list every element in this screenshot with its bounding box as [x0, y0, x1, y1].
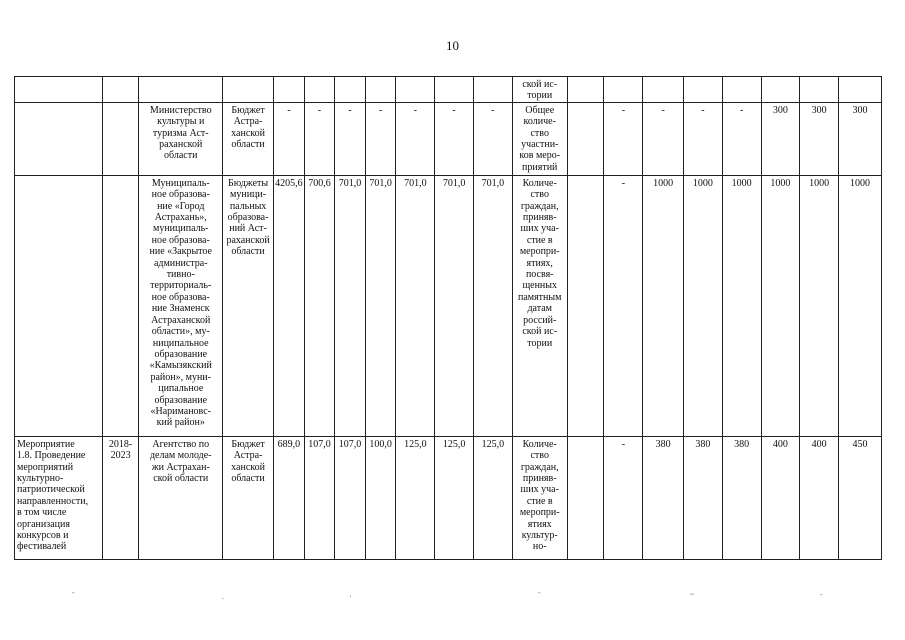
funding-amount-cell: 701,0: [396, 175, 435, 436]
indicator-value-cell: -: [684, 102, 723, 175]
funding-amount-cell: -: [396, 102, 435, 175]
indicator-value-cell: -: [643, 102, 684, 175]
event-name-cell: [15, 77, 103, 103]
funding-amount-cell: [335, 77, 366, 103]
executor-cell: Агентство по делам молоде- жи Астрахан- ской области: [139, 436, 223, 559]
table-row: [15, 175, 882, 436]
indicator-value-cell: [604, 77, 643, 103]
funding-amount-cell: [304, 77, 335, 103]
funding-amount-cell: -: [274, 102, 305, 175]
indicator-value-cell: [567, 102, 604, 175]
indicator-value-cell: 450: [839, 436, 882, 559]
indicator-value-cell: 300: [839, 102, 882, 175]
table-row: [15, 436, 882, 559]
years-cell: [102, 77, 139, 103]
funding-amount-cell: 701,0: [335, 175, 366, 436]
funding-amount-cell: 701,0: [365, 175, 396, 436]
funding-amount-cell: 125,0: [396, 436, 435, 559]
indicator-value-cell: 1000: [800, 175, 839, 436]
indicator-value-cell: 400: [761, 436, 800, 559]
funding-amount-cell: -: [335, 102, 366, 175]
program-table: [14, 76, 882, 560]
indicator-value-cell: [567, 436, 604, 559]
indicator-value-cell: -: [722, 102, 761, 175]
funding-amount-cell: 701,0: [473, 175, 512, 436]
indicator-value-cell: -: [604, 102, 643, 175]
funding-source-cell: [223, 77, 274, 103]
indicator-cell: Количе- ство граждан, приняв- ших уча- стие в меропри- ятиях, посвя- щенных памятным датам россий- ской ис- тории: [512, 175, 567, 436]
indicator-cell: Общее количе- ство участни- ков меро- приятий: [512, 102, 567, 175]
indicator-cell: Количе- ство граждан, приняв- ших уча- стие в меропри- ятиях культур- но-: [512, 436, 567, 559]
indicator-value-cell: 1000: [761, 175, 800, 436]
funding-source-cell: Бюджет Астра- ханской области: [223, 102, 274, 175]
indicator-value-cell: [567, 77, 604, 103]
funding-amount-cell: 700,6: [304, 175, 335, 436]
funding-amount-cell: [396, 77, 435, 103]
funding-amount-cell: 107,0: [304, 436, 335, 559]
years-cell: [102, 102, 139, 175]
event-name-cell: Мероприятие 1.8. Проведение мероприятий культурно- патриотической направленности, в том числе организация конкурсов и фестивалей: [15, 436, 103, 559]
funding-source-cell: Бюджеты муници- пальных образова- ний Аст- раханской области: [223, 175, 274, 436]
indicator-value-cell: [567, 175, 604, 436]
indicator-cell: ской ис- тории: [512, 77, 567, 103]
indicator-value-cell: 1000: [839, 175, 882, 436]
indicator-value-cell: 400: [800, 436, 839, 559]
table-row: [15, 77, 882, 103]
years-cell: 2018- 2023: [102, 436, 139, 559]
indicator-value-cell: -: [604, 436, 643, 559]
funding-amount-cell: 4205,6: [274, 175, 305, 436]
indicator-value-cell: 300: [761, 102, 800, 175]
funding-amount-cell: [365, 77, 396, 103]
funding-amount-cell: -: [304, 102, 335, 175]
funding-amount-cell: 125,0: [473, 436, 512, 559]
indicator-value-cell: -: [604, 175, 643, 436]
indicator-value-cell: 1000: [722, 175, 761, 436]
funding-amount-cell: [274, 77, 305, 103]
funding-amount-cell: -: [473, 102, 512, 175]
funding-amount-cell: -: [365, 102, 396, 175]
funding-amount-cell: 100,0: [365, 436, 396, 559]
executor-cell: Министерство культуры и туризма Аст- раханской области: [139, 102, 223, 175]
event-name-cell: [15, 175, 103, 436]
indicator-value-cell: 1000: [643, 175, 684, 436]
indicator-value-cell: 1000: [684, 175, 723, 436]
years-cell: [102, 175, 139, 436]
indicator-value-cell: [643, 77, 684, 103]
funding-amount-cell: 689,0: [274, 436, 305, 559]
funding-amount-cell: [435, 77, 474, 103]
indicator-value-cell: 300: [800, 102, 839, 175]
funding-source-cell: Бюджет Астра- ханской области: [223, 436, 274, 559]
executor-cell: Муниципаль- ное образова- ние «Город Астрахань», муниципаль- ное образова- ние «Закрытое администра- тивно- территориаль- ное образова- ние Знаменск Астраханской области», му- ниципальное образование «Камызякский район», муни- ципальное образование «Наримановс- кий район»: [139, 175, 223, 436]
indicator-value-cell: [839, 77, 882, 103]
indicator-value-cell: [684, 77, 723, 103]
indicator-value-cell: [722, 77, 761, 103]
indicator-value-cell: 380: [722, 436, 761, 559]
page-number: 10: [446, 38, 459, 53]
executor-cell: [139, 77, 223, 103]
indicator-value-cell: 380: [643, 436, 684, 559]
indicator-value-cell: 380: [684, 436, 723, 559]
funding-amount-cell: [473, 77, 512, 103]
funding-amount-cell: 107,0: [335, 436, 366, 559]
indicator-value-cell: [800, 77, 839, 103]
funding-amount-cell: -: [435, 102, 474, 175]
table-row: [15, 102, 882, 175]
funding-amount-cell: 125,0: [435, 436, 474, 559]
event-name-cell: [15, 102, 103, 175]
indicator-value-cell: [761, 77, 800, 103]
funding-amount-cell: 701,0: [435, 175, 474, 436]
